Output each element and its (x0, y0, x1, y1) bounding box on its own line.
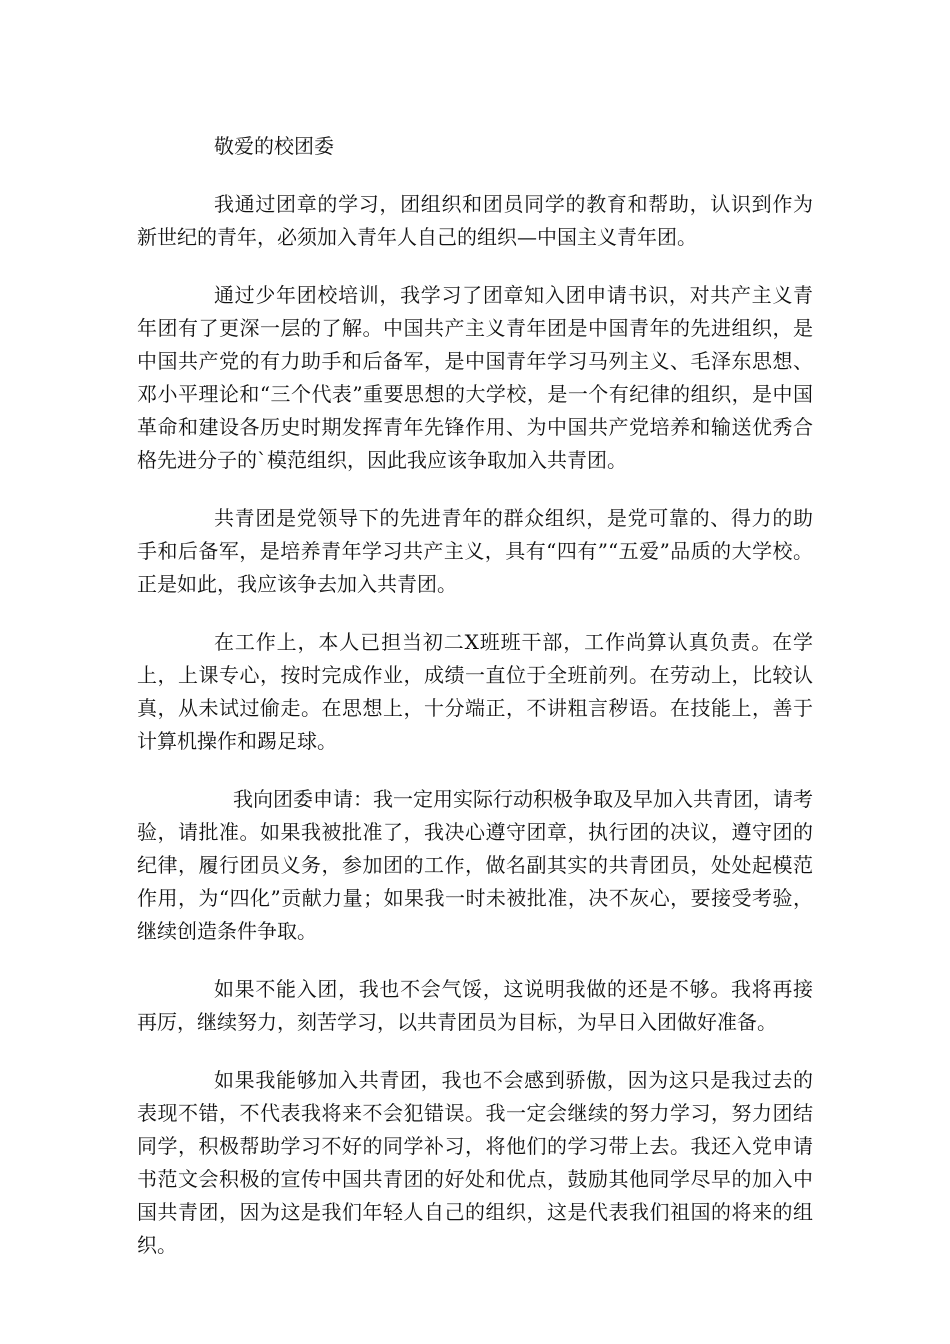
document-page (137, 130, 813, 1287)
paragraph-7: 如果我能够加入共青团，我也不会感到骄傲，因为这只是我过去的表现不错，不代表我将来不会犯错误。我一定会继续的努力学习，努力团结同学，积极帮助学习不好的同学补习，将他们的学习带上去。我还入党申请书范文会积极的宣传中国共青团的好处和优点，鼓励其他同学尽早的加入中国共青团，因为这是我们年轻人自己的组织，这是代表我们祖国的将来的组织。 (137, 1068, 813, 1257)
paragraph-4: 在工作上，本人已担当初二X班班干部，工作尚算认真负责。在学上，上课专心，按时完成作业，成绩一直位于全班前列。在劳动上，比较认真，从未试过偷走。在思想上，十分端正，不讲粗言秽语。在技能上，善于计算机操作和踢足球。 (137, 630, 813, 753)
salutation: 敬爱的校团委 (214, 134, 334, 158)
paragraph-5: 我向团委申请：我一定用实际行动积极争取及早加入共青团，请考验，请批准。如果我被批准了，我决心遵守团章，执行团的决议，遵守团的纪律，履行团员义务，参加团的工作，做名副其实的共青团员，处处起模范作用，为“四化”贡献力量；如果我一时未被批准，决不灰心，要接受考验，继续创造条件争取。 (137, 787, 813, 943)
paragraph-3: 共青团是党领导下的先进青年的群众组织，是党可靠的、得力的助手和后备军，是培养青年学习共产主义，具有“四有”“五爱”品质的大学校。正是如此，我应该争去加入共青团。 (137, 506, 813, 596)
paragraph-1: 我通过团章的学习，团组织和团员同学的教育和帮助，认识到作为新世纪的青年，必须加入青年人自己的组织—中国主义青年团。 (137, 192, 813, 249)
paragraph-6: 如果不能入团，我也不会气馁，这说明我做的还是不够。我将再接再厉，继续努力，刻苦学习，以共青团员为目标，为早日入团做好准备。 (137, 977, 813, 1034)
paragraph-2: 通过少年团校培训，我学习了团章知入团申请书识，对共产主义青年团有了更深一层的了解。中国共产主义青年团是中国青年的先进组织，是中国共产党的有力助手和后备军，是中国青年学习马列主义、毛泽东思想、邓小平理论和“三个代表”重要思想的大学校，是一个有纪律的组织，是中国革命和建设各历史时期发挥青年先锋作用、为中国共产党培养和输送优秀合格先进分子的`模范组织，因此我应该争取加入共青团。 (137, 283, 813, 472)
